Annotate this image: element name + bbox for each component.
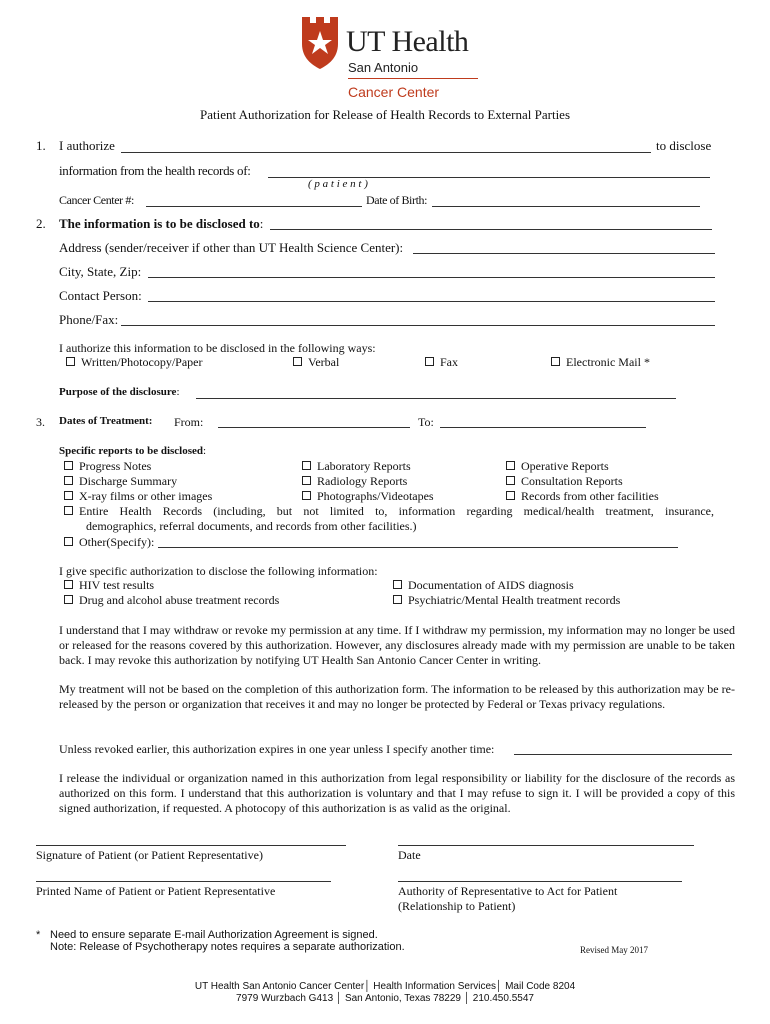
checkbox[interactable]	[302, 491, 311, 500]
checkbox[interactable]	[425, 357, 434, 366]
address-field[interactable]	[413, 253, 715, 254]
disclosed-to-field[interactable]	[270, 229, 712, 230]
report-other-facilities[interactable]: Records from other facilities	[506, 489, 659, 504]
disclosed-to-colon: :	[259, 216, 264, 231]
logo-sub1: San Antonio	[348, 60, 419, 75]
checkbox[interactable]	[551, 357, 560, 366]
authority-field[interactable]	[398, 881, 682, 882]
purpose-colon: :	[176, 386, 180, 398]
way-email[interactable]: Electronic Mail *	[551, 355, 650, 370]
checkbox[interactable]	[393, 580, 402, 589]
reports-heading: Specific reports to be disclosed	[59, 445, 204, 457]
address-label: Address (sender/receiver if other than UT Health Science Center):	[59, 240, 404, 255]
paragraph-withdraw: I understand that I may withdraw or revoke my permission at any time. If I withdraw my permission, my information may no longer be used or released for the reasons covered by this authorization. However, any disclosures already made with my permission are unable to be taken back. I may revoke this authorization by notifying UT Health San Antonio Cancer Center in writing.	[59, 623, 735, 667]
note-star: *	[36, 929, 41, 941]
signature-label: Signature of Patient (or Patient Representative)	[36, 848, 263, 862]
dates-label: Dates of Treatment:	[59, 415, 153, 427]
from-date-field[interactable]	[218, 427, 410, 428]
specific-drug-alcohol[interactable]: Drug and alcohol abuse treatment records	[64, 593, 279, 608]
section-3-number: 3.	[36, 415, 45, 429]
way-fax[interactable]: Fax	[425, 355, 458, 370]
section-1-number: 1.	[36, 138, 46, 153]
to-label: To:	[418, 415, 434, 429]
authority-label: Authority of Representative to Act for Patient	[398, 884, 618, 898]
revised-date: Revised May 2017	[580, 945, 648, 955]
way-written[interactable]: Written/Photocopy/Paper	[66, 355, 203, 370]
checkbox[interactable]	[506, 461, 515, 470]
specific-intro: I give specific authorization to disclose the following information:	[59, 564, 378, 578]
checkbox[interactable]	[506, 491, 515, 500]
section-2-number: 2.	[36, 216, 46, 231]
report-laboratory[interactable]: Laboratory Reports	[302, 459, 411, 474]
to-disclose-label: to disclose	[656, 138, 712, 153]
logo-brand: UT Health	[346, 25, 469, 58]
checkbox[interactable]	[64, 580, 73, 589]
phone-label: Phone/Fax:	[59, 312, 119, 327]
report-progress-notes[interactable]: Progress Notes	[64, 459, 151, 474]
logo-sub2: Cancer Center	[348, 84, 440, 100]
logo-shield-icon	[300, 14, 340, 70]
report-operative[interactable]: Operative Reports	[506, 459, 609, 474]
report-consultation[interactable]: Consultation Reports	[506, 474, 623, 489]
info-from-label: information from the health records of:	[59, 163, 251, 178]
checkbox[interactable]	[64, 491, 73, 500]
specific-psychiatric[interactable]: Psychiatric/Mental Health treatment records	[393, 593, 620, 608]
city-field[interactable]	[148, 277, 715, 278]
paragraph-treatment: My treatment will not be based on the completion of this authorization form. The information to be released by this authorization may be re-released by the person or organization that receives it and may no longer be protected by Federal or Texas privacy regulations.	[59, 682, 735, 711]
to-date-field[interactable]	[440, 427, 646, 428]
expiry-time-field[interactable]	[514, 754, 732, 755]
entire-records-line2: demographics, referral documents, and records from other facilities.)	[86, 519, 417, 533]
checkbox[interactable]	[64, 537, 73, 546]
specific-hiv[interactable]: HIV test results	[64, 578, 154, 593]
city-label: City, State, Zip:	[59, 264, 142, 279]
checkbox[interactable]	[64, 461, 73, 470]
report-discharge-summary[interactable]: Discharge Summary	[64, 474, 177, 489]
signature-field[interactable]	[36, 845, 346, 846]
contact-field[interactable]	[148, 301, 715, 302]
footer-line2: 7979 Wurzbach G413 │ San Antonio, Texas 78229 │ 210.450.5547	[236, 993, 534, 1004]
checkbox[interactable]	[64, 506, 73, 515]
checkbox[interactable]	[64, 476, 73, 485]
contact-label: Contact Person:	[59, 288, 142, 303]
phone-field[interactable]	[121, 325, 715, 326]
report-radiology[interactable]: Radiology Reports	[302, 474, 407, 489]
checkbox[interactable]	[64, 595, 73, 604]
page-title: Patient Authorization for Release of Health Records to External Parties	[199, 107, 571, 122]
report-xray[interactable]: X-ray films or other images	[64, 489, 212, 504]
printed-name-label: Printed Name of Patient or Patient Representative	[36, 884, 276, 898]
patient-caption: ( p a t i e n t )	[308, 178, 368, 190]
checkbox[interactable]	[302, 476, 311, 485]
disclosed-to-label: The information is to be disclosed to	[59, 216, 260, 231]
paragraph-expiry: Unless revoked earlier, this authorization expires in one year unless I specify another time:	[59, 742, 495, 756]
checkbox[interactable]	[293, 357, 302, 366]
checkbox[interactable]	[393, 595, 402, 604]
report-other[interactable]: Other(Specify):	[64, 535, 154, 550]
purpose-field[interactable]	[196, 398, 676, 399]
checkbox[interactable]	[302, 461, 311, 470]
report-photographs[interactable]: Photographs/Videotapes	[302, 489, 434, 504]
entire-records-line1: Entire Health Records (including, but not limited to, information regarding medical/health treatment, insurance,	[79, 504, 714, 518]
relationship-label: (Relationship to Patient)	[398, 899, 516, 913]
note-psychotherapy: Note: Release of Psychotherapy notes requires a separate authorization.	[50, 941, 405, 953]
footer-line1: UT Health San Antonio Cancer Center│ Health Information Services│ Mail Code 8204	[194, 981, 576, 992]
cancer-center-number-field[interactable]	[146, 206, 362, 207]
date-field[interactable]	[398, 845, 694, 846]
note-email: Need to ensure separate E-mail Authorization Agreement is signed.	[50, 929, 378, 941]
way-verbal[interactable]: Verbal	[293, 355, 339, 370]
reports-colon: :	[203, 445, 207, 457]
i-authorize-label: I authorize	[59, 138, 115, 153]
dob-label: Date of Birth:	[366, 193, 428, 207]
report-entire-records[interactable]	[64, 504, 79, 519]
ways-intro: I authorize this information to be disclosed in the following ways:	[59, 341, 376, 355]
checkbox[interactable]	[66, 357, 75, 366]
printed-name-field[interactable]	[36, 881, 331, 882]
specific-aids[interactable]: Documentation of AIDS diagnosis	[393, 578, 574, 593]
authorize-party-field[interactable]	[121, 152, 651, 153]
from-label: From:	[174, 415, 204, 429]
checkbox[interactable]	[506, 476, 515, 485]
other-specify-field[interactable]	[158, 547, 678, 548]
cancer-center-number-label: Cancer Center #:	[59, 193, 134, 207]
paragraph-release: I release the individual or organization named in this authorization from legal responsibility or liability for the disclosure of the records as authorized on this form. I understand that this authorization is voluntary and that I may refuse to sign it. I will be provided a copy of this signed authorization, if requested. A photocopy of this authorization is as valid as the original.	[59, 771, 735, 815]
dob-field[interactable]	[432, 206, 700, 207]
purpose-label: Purpose of the disclosure	[59, 386, 177, 398]
date-label: Date	[398, 848, 421, 862]
